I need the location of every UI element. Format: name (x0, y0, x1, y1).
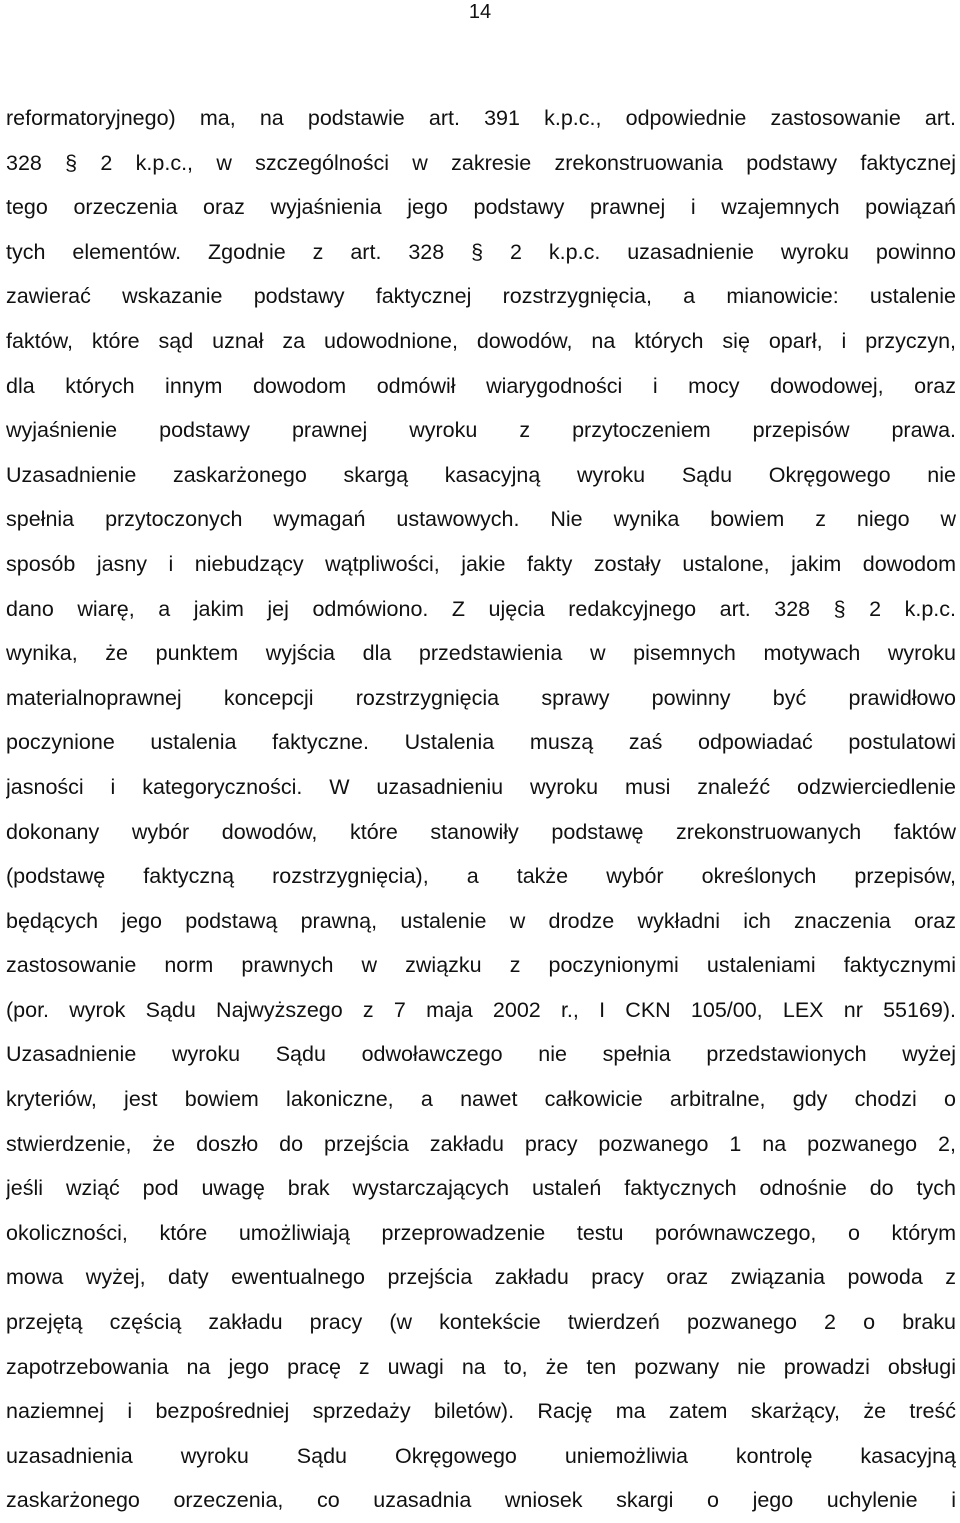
text-line: reformatoryjnego) ma, na podstawie art. 391 k.p.c., odpowiednie zastosowanie art. (6, 106, 956, 130)
document-body (6, 96, 956, 1523)
text-line: (por. wyrok Sądu Najwyższego z 7 maja 2002 r., I CKN 105/00, LEX nr 55169). (6, 997, 956, 1022)
text-line: 328 § 2 k.p.c., w szczególności w zakresie zrekonstruowania podstawy faktycznej (6, 150, 956, 175)
text-line: naziemnej i bezpośredniej sprzedaży biletów). Rację ma zatem skarżący, że treść (6, 1399, 956, 1424)
page-number: 14 (468, 1, 492, 23)
text-line: zawierać wskazanie podstawy faktycznej rozstrzygnięcia, a mianowicie: ustalenie (6, 284, 956, 309)
text-line: będących jego podstawą prawną, ustalenie w drodze wykładni ich znaczenia oraz (6, 908, 956, 933)
text-line: zastosowanie norm prawnych w związku z poczynionymi ustaleniami faktycznymi (6, 953, 956, 978)
text-line: uzasadnienia wyroku Sądu Okręgowego uniemożliwia kontrolę kasacyjną (6, 1443, 956, 1468)
text-line: sposób jasny i niebudzący wątpliwości, jakie fakty zostały ustalone, jakim dowodom (6, 551, 956, 576)
text-line: zaskarżonego orzeczenia, co uzasadnia wniosek skargi o jego uchylenie i (6, 1488, 956, 1513)
text-line: (podstawę faktyczną rozstrzygnięcia), a także wybór określonych przepisów, (6, 864, 956, 889)
text-line: poczynione ustalenia faktyczne. Ustalenia muszą zaś odpowiadać postulatowi (6, 730, 956, 755)
text-line: dokonany wybór dowodów, które stanowiły podstawę zrekonstruowanych faktów (6, 819, 956, 844)
text-line: kryteriów, jest bowiem lakoniczne, a nawet całkowicie arbitralne, gdy chodzi o (6, 1087, 956, 1112)
text-line: jeśli wziąć pod uwagę brak wystarczających ustaleń faktycznych odnośnie do tych (6, 1176, 956, 1201)
text-line: okoliczności, które umożliwiają przeprowadzenie testu porównawczego, o którym (6, 1220, 956, 1245)
text-line: tego orzeczenia oraz wyjaśnienia jego podstawy prawnej i wzajemnych powiązań (6, 195, 956, 220)
text-line: jasności i kategoryczności. W uzasadnieniu wyroku musi znaleźć odzwierciedlenie (6, 774, 956, 799)
text-line: Uzasadnienie wyroku Sądu odwoławczego nie spełnia przedstawionych wyżej (6, 1042, 956, 1067)
text-line: dano wiarę, a jakim jej odmówiono. Z ujęcia redakcyjnego art. 328 § 2 k.p.c. (6, 596, 956, 621)
text-line: tych elementów. Zgodnie z art. 328 § 2 k.p.c. uzasadnienie wyroku powinno (6, 239, 956, 264)
text-line: przejętą częścią zakładu pracy (w kontekście twierdzeń pozwanego 2 o braku (6, 1310, 956, 1335)
text-line: wynika, że punktem wyjścia dla przedstawienia w pisemnych motywach wyroku (6, 641, 956, 666)
text-line: stwierdzenie, że doszło do przejścia zakładu pracy pozwanego 1 na pozwanego 2, (6, 1131, 956, 1156)
text-line: materialnoprawnej koncepcji rozstrzygnięcia sprawy powinny być prawidłowo (6, 685, 956, 710)
text-line: faktów, które sąd uznał za udowodnione, dowodów, na których się oparł, i przyczyn, (6, 328, 956, 353)
text-line: dla których innym dowodom odmówił wiarygodności i mocy dowodowej, oraz (6, 373, 956, 398)
text-line: spełnia przytoczonych wymagań ustawowych. Nie wynika bowiem z niego w (6, 507, 956, 532)
text-line: zapotrzebowania na jego pracę z uwagi na to, że ten pozwany nie prowadzi obsługi (6, 1354, 956, 1379)
text-line: wyjaśnienie podstawy prawnej wyroku z przytoczeniem przepisów prawa. (6, 418, 956, 443)
text-line: Uzasadnienie zaskarżonego skargą kasacyjną wyroku Sądu Okręgowego nie (6, 462, 956, 487)
text-line: mowa wyżej, daty ewentualnego przejścia zakładu pracy oraz związania powoda z (6, 1265, 956, 1290)
